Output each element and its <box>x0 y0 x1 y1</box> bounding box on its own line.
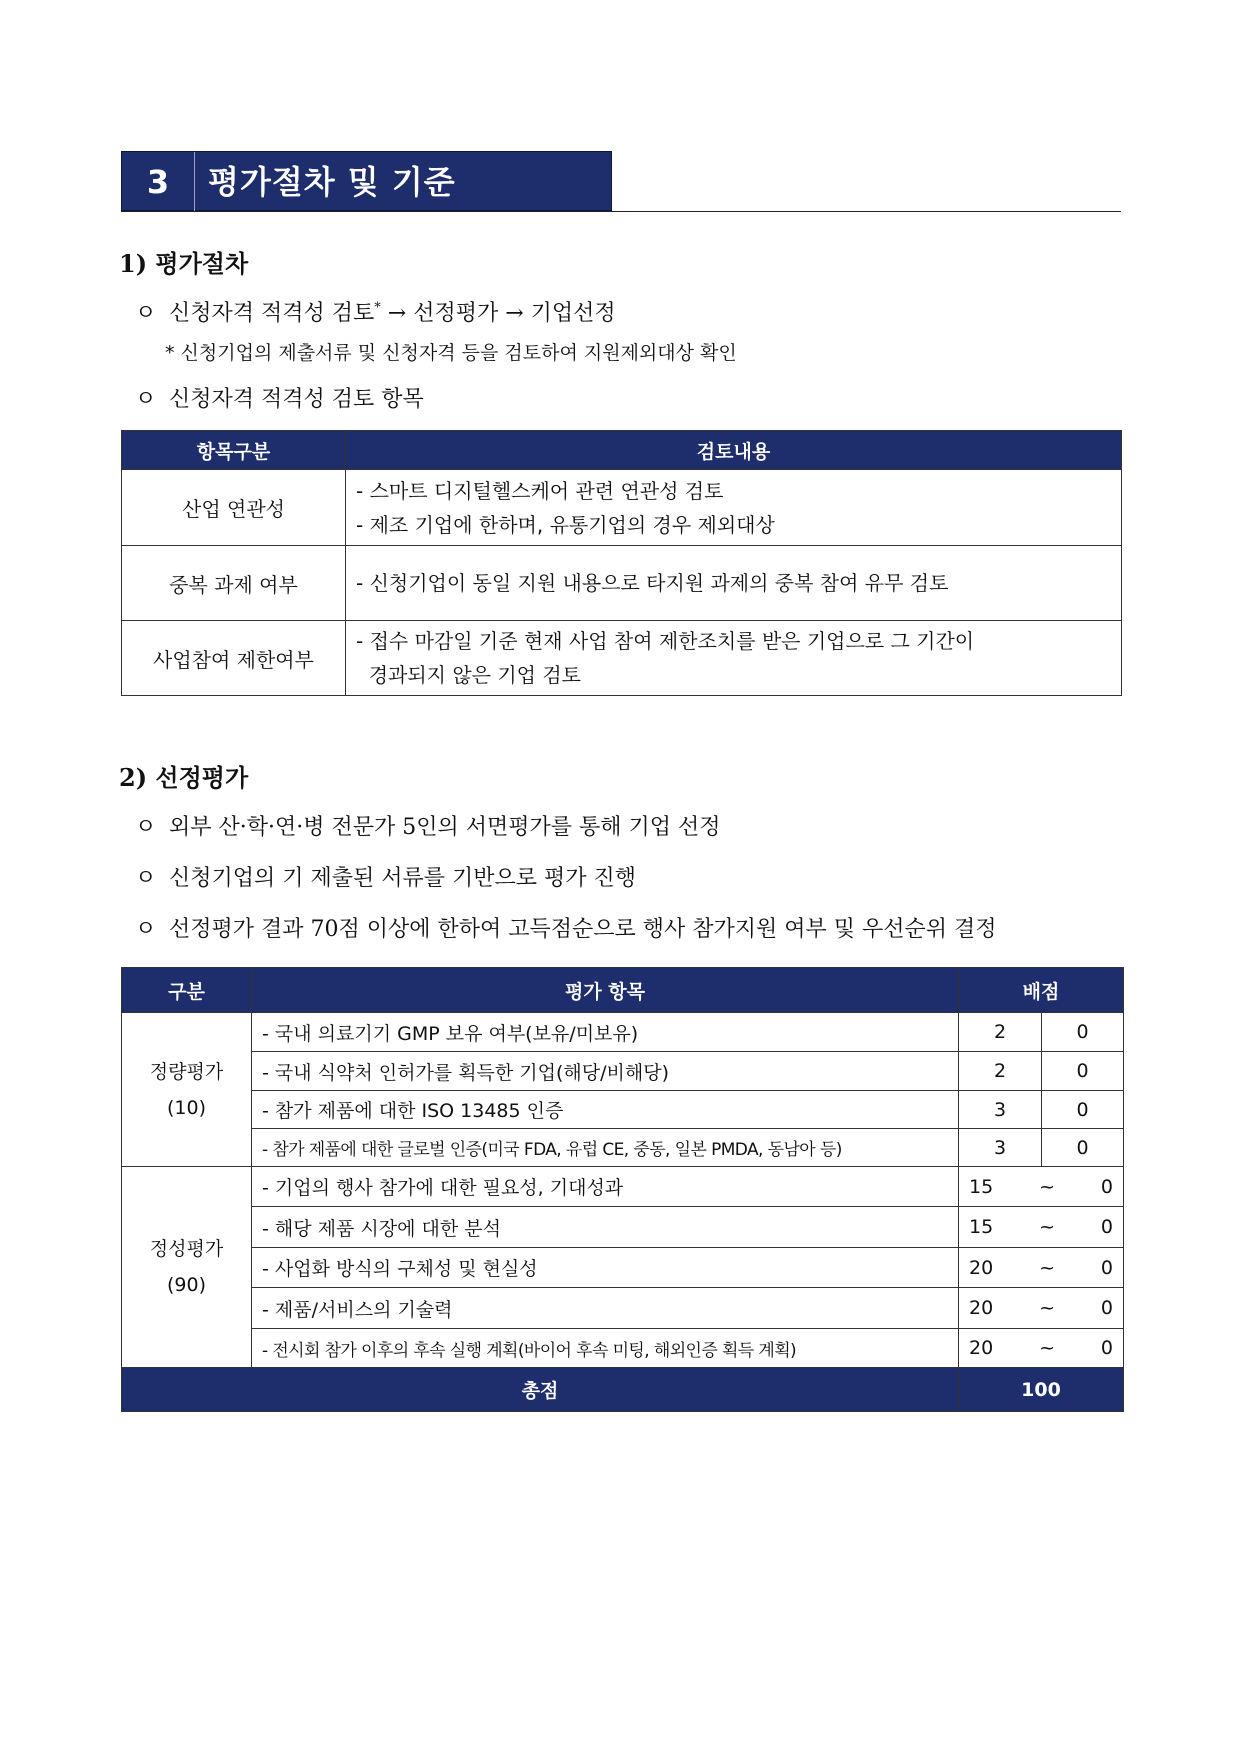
score-range <box>959 1329 1124 1368</box>
score-header-group: 구분 <box>122 968 252 1013</box>
group-name: 정량평가 <box>149 1060 224 1083</box>
review-header-content: 검토내용 <box>346 431 1122 470</box>
review-header-category: 항목구분 <box>122 431 346 470</box>
selection-bullet <box>135 912 997 943</box>
score-min: 0 <box>1100 1256 1113 1279</box>
total-row <box>122 1368 1124 1412</box>
score-max: 20 <box>969 1256 994 1279</box>
score-tilde: ~ <box>1039 1256 1055 1279</box>
score-b: 0 <box>1042 1013 1124 1052</box>
score-a: 2 <box>959 1052 1042 1091</box>
score-a: 2 <box>959 1013 1042 1052</box>
review-content <box>346 621 1122 696</box>
score-item: - 국내 의료기기 GMP 보유 여부(보유/미보유) <box>252 1013 959 1052</box>
selection-bullet-text: 선정평가 결과 70점 이상에 한하여 고득점순으로 행사 참가지원 여부 및 우선순위 결정 <box>169 917 997 942</box>
score-min: 0 <box>1100 1216 1113 1238</box>
table-row <box>122 1052 1124 1091</box>
review-content <box>346 470 1122 546</box>
selection-bullet-text: 신청기업의 기 제출된 서류를 기반으로 평가 진행 <box>169 866 637 891</box>
score-range <box>959 1167 1124 1207</box>
selection-bullet <box>135 861 636 892</box>
flow-step-1: 신청자격 적격성 검토 <box>169 301 375 326</box>
table-row <box>122 621 1122 696</box>
review-line: - 제조 기업에 한하며, 유통기업의 경우 제외대상 <box>356 512 775 537</box>
section-underline <box>121 211 1121 212</box>
review-heading-text: 신청자격 적격성 검토 항목 <box>169 387 424 412</box>
score-item: - 참가 제품에 대한 ISO 13485 인증 <box>252 1091 959 1129</box>
score-min: 0 <box>1100 1175 1113 1198</box>
score-range <box>959 1248 1124 1288</box>
group-quantitative <box>122 1013 252 1167</box>
score-tilde: ~ <box>1039 1175 1055 1198</box>
section-title: 평가절차 및 기준 <box>208 163 456 201</box>
score-a: 3 <box>959 1129 1042 1167</box>
score-header-item: 평가 항목 <box>252 968 959 1013</box>
bullet-mark: ㅇ <box>135 387 157 412</box>
table-row <box>122 1329 1124 1368</box>
score-tilde: ~ <box>1039 1337 1055 1359</box>
score-max: 20 <box>969 1297 994 1319</box>
table-row <box>122 470 1122 546</box>
table-row <box>122 1207 1124 1248</box>
score-item: - 해당 제품 시장에 대한 분석 <box>252 1207 959 1248</box>
review-table <box>121 430 1122 696</box>
group-weight: (90) <box>166 1274 206 1296</box>
score-item: - 참가 제품에 대한 글로벌 인증(미국 FDA, 유럽 CE, 중동, 일본 PMDA, 동남아 등) <box>252 1129 959 1167</box>
table-row <box>122 1248 1124 1288</box>
score-range <box>959 1288 1124 1329</box>
bullet-mark: ㅇ <box>135 815 157 840</box>
flow-footnote-mark: * <box>374 300 381 316</box>
bullet-mark: ㅇ <box>135 866 157 891</box>
score-table <box>121 967 1124 1412</box>
score-b: 0 <box>1042 1129 1124 1167</box>
total-value: 100 <box>959 1368 1124 1412</box>
score-item: - 국내 식약처 인허가를 획득한 기업(해당/비해당) <box>252 1052 959 1091</box>
review-table-header <box>122 431 1122 470</box>
score-header-points: 배점 <box>959 968 1124 1013</box>
score-max: 20 <box>969 1337 994 1359</box>
table-row <box>122 546 1122 621</box>
selection-bullet <box>135 810 720 841</box>
flow-step-2: → 선정평가 → 기업선정 <box>387 301 616 326</box>
total-label: 총점 <box>122 1368 959 1412</box>
group-qualitative <box>122 1167 252 1368</box>
table-row <box>122 1167 1124 1207</box>
review-content <box>346 546 1122 621</box>
score-item: - 사업화 방식의 구체성 및 현실성 <box>252 1248 959 1288</box>
selection-heading: 2) 선정평가 <box>119 763 249 792</box>
score-item: - 제품/서비스의 기술력 <box>252 1288 959 1329</box>
review-heading <box>135 382 424 413</box>
table-row <box>122 1013 1124 1052</box>
score-item: - 전시회 참가 이후의 후속 실행 계획(바이어 후속 미팅, 해외인증 획득 계획) <box>252 1329 959 1368</box>
review-line: - 신청기업이 동일 지원 내용으로 타지원 과제의 중복 참여 유무 검토 <box>356 571 949 595</box>
group-weight: (10) <box>166 1096 206 1119</box>
score-max: 15 <box>969 1175 994 1198</box>
table-row <box>122 1129 1124 1167</box>
review-line: - 스마트 디지털헬스케어 관련 연관성 검토 <box>356 478 724 503</box>
table-row <box>122 1288 1124 1329</box>
procedure-heading: 1) 평가절차 <box>119 249 249 278</box>
bullet-mark: ㅇ <box>135 917 157 942</box>
review-label: 사업참여 제한여부 <box>122 621 346 696</box>
section-number: 3 <box>122 152 195 212</box>
score-tilde: ~ <box>1039 1216 1055 1238</box>
score-b: 0 <box>1042 1091 1124 1129</box>
score-b: 0 <box>1042 1052 1124 1091</box>
score-tilde: ~ <box>1039 1297 1055 1319</box>
score-min: 0 <box>1100 1337 1113 1359</box>
score-range <box>959 1207 1124 1248</box>
procedure-flow <box>135 296 616 327</box>
review-line: - 접수 마감일 기준 현재 사업 참여 제한조치를 받은 기업으로 그 기간이 <box>356 629 975 653</box>
group-name: 정성평가 <box>149 1238 224 1260</box>
score-a: 3 <box>959 1091 1042 1129</box>
procedure-note: * 신청기업의 제출서류 및 신청자격 등을 검토하여 지원제외대상 확인 <box>165 342 737 364</box>
score-min: 0 <box>1100 1297 1113 1319</box>
section-header <box>121 151 1121 213</box>
review-label: 중복 과제 여부 <box>122 546 346 621</box>
score-item: - 기업의 행사 참가에 대한 필요성, 기대성과 <box>252 1167 959 1207</box>
selection-bullet-text: 외부 산·학·연·병 전문가 5인의 서면평가를 통해 기업 선정 <box>169 815 721 840</box>
review-label: 산업 연관성 <box>122 470 346 546</box>
section-title-box <box>121 151 612 211</box>
bullet-mark: ㅇ <box>135 301 157 326</box>
review-line: 경과되지 않은 기업 검토 <box>356 663 581 687</box>
score-max: 15 <box>969 1216 994 1238</box>
table-row <box>122 1091 1124 1129</box>
score-table-header <box>122 968 1124 1013</box>
